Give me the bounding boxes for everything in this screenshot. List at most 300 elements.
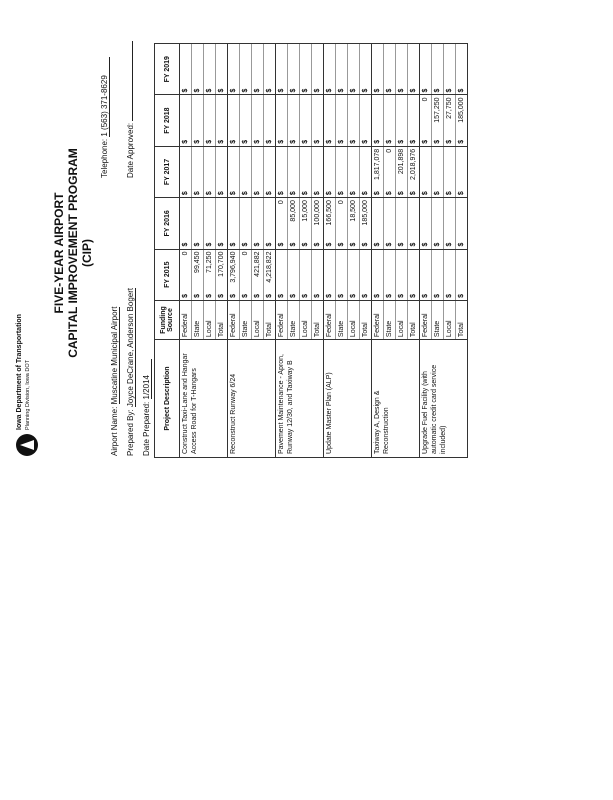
currency-symbol: $ (422, 242, 429, 247)
airport-name-value: Muscatine Municipal Airport (110, 306, 119, 405)
currency-symbol: $ (410, 242, 417, 247)
amount-line (216, 147, 227, 197)
currency-symbol: $ (374, 88, 381, 93)
amount-line (264, 95, 275, 145)
amount-line (252, 250, 264, 300)
amount-line (300, 44, 312, 94)
amount-line (420, 198, 432, 248)
header-fy-2019: FY 2019 (155, 44, 180, 95)
amount-value: 157,250 (434, 97, 441, 123)
currency-symbol: $ (350, 191, 357, 196)
currency-symbol: $ (362, 191, 369, 196)
amount-line (444, 95, 456, 145)
amount-line (336, 147, 348, 197)
currency-symbol: $ (254, 139, 261, 144)
amount-line (216, 198, 227, 248)
currency-symbol: $ (182, 191, 189, 196)
prepared-by-field: Prepared By: Joyce DeCrane, Anderson Bogert (126, 287, 135, 456)
fiscal-year-cell (372, 249, 420, 300)
currency-symbol: $ (374, 293, 381, 298)
amount-line (432, 147, 444, 197)
currency-symbol: $ (206, 242, 213, 247)
funding-source-label: Federal (276, 301, 288, 339)
funding-source-label: State (384, 301, 396, 339)
amount-line (420, 44, 432, 94)
amount-line (252, 95, 264, 145)
currency-symbol: $ (326, 88, 333, 93)
amount-line (300, 95, 312, 145)
date-prepared-field: Date Prepared: 1/2014 (142, 360, 152, 457)
amount-line (348, 147, 360, 197)
amount-line (408, 198, 419, 248)
currency-symbol: $ (302, 242, 309, 247)
header-fy-2017: FY 2017 (155, 146, 180, 197)
currency-symbol: $ (314, 191, 321, 196)
telephone-field: Telephone: 1 (563) 371-8629 (100, 57, 110, 178)
amount-line (276, 95, 288, 145)
currency-symbol: $ (206, 139, 213, 144)
amount-line (420, 250, 432, 300)
currency-symbol: $ (182, 242, 189, 247)
header-project-description: Project Description (155, 340, 180, 458)
department-name: Iowa Department of Transportation Planning Division, Iowa DOT (16, 314, 31, 430)
currency-symbol: $ (350, 293, 357, 298)
amount-line (312, 95, 323, 145)
fiscal-year-cell (420, 198, 468, 249)
amount-line (192, 147, 204, 197)
currency-symbol: $ (422, 88, 429, 93)
funding-source-label: Total (410, 322, 417, 338)
currency-symbol: $ (386, 293, 393, 298)
fiscal-year-cell (324, 198, 372, 249)
amount-value: 1,817,078 (374, 148, 381, 180)
funding-sources (372, 300, 420, 339)
currency-symbol: $ (434, 88, 441, 93)
project-description: Taxiway A, Design & Reconstruction (372, 340, 420, 458)
funding-source-label: Federal (420, 301, 432, 339)
amount-line (228, 198, 240, 248)
currency-symbol: $ (410, 139, 417, 144)
amount-line (396, 95, 408, 145)
currency-symbol: $ (434, 139, 441, 144)
currency-symbol: $ (362, 242, 369, 247)
currency-symbol: $ (398, 139, 405, 144)
table-row (420, 44, 468, 458)
amount-line (228, 44, 240, 94)
currency-symbol: $ (302, 191, 309, 196)
amount-value: 0 (386, 148, 393, 153)
currency-symbol: $ (194, 191, 201, 196)
amount-line (288, 147, 300, 197)
amount-line (276, 44, 288, 94)
amount-line (216, 95, 227, 145)
fiscal-year-cell (228, 95, 276, 146)
currency-symbol: $ (254, 88, 261, 93)
header-fy-2016: FY 2016 (155, 198, 180, 249)
amount-value: 71,250 (206, 251, 213, 273)
fiscal-year-cell (180, 44, 228, 95)
fiscal-year-cell (420, 249, 468, 300)
currency-symbol: $ (278, 242, 285, 247)
currency-symbol: $ (206, 191, 213, 196)
funding-source-label: Total (362, 322, 369, 338)
fiscal-year-cell (228, 44, 276, 95)
currency-symbol: $ (254, 191, 261, 196)
amount-line (372, 95, 384, 145)
amount-line (192, 250, 204, 300)
amount-line (444, 198, 456, 248)
amount-line (324, 44, 336, 94)
amount-line (264, 147, 275, 197)
amount-line (324, 95, 336, 145)
amount-value: 201,898 (398, 148, 405, 175)
amount-line (384, 250, 396, 300)
currency-symbol: $ (446, 139, 453, 144)
funding-source-label: Local (444, 301, 456, 339)
amount-line (300, 250, 312, 300)
amount-line (312, 198, 323, 248)
currency-symbol: $ (446, 88, 453, 93)
funding-source-label: State (240, 301, 252, 339)
amount-line (348, 44, 360, 94)
fiscal-year-cell (324, 95, 372, 146)
amount-line (456, 44, 467, 94)
currency-symbol: $ (410, 293, 417, 298)
currency-symbol: $ (290, 242, 297, 247)
amount-line (444, 250, 456, 300)
currency-symbol: $ (398, 293, 405, 298)
amount-line (276, 250, 288, 300)
amount-line (216, 44, 227, 94)
iowa-dot-logo-icon (16, 434, 38, 456)
funding-sources (180, 300, 228, 339)
telephone-value: 1 (563) 371-8629 (100, 57, 110, 137)
amount-line (372, 44, 384, 94)
funding-source-label: Local (252, 301, 264, 339)
currency-symbol: $ (194, 293, 201, 298)
amount-line (312, 250, 323, 300)
amount-line (264, 250, 275, 300)
amount-line (432, 198, 444, 248)
amount-line (372, 250, 384, 300)
amount-value: 3,796,940 (230, 251, 237, 283)
amount-line (360, 198, 371, 248)
amount-line (180, 44, 192, 94)
project-description: Reconstruct Runway 6/24 (228, 340, 276, 458)
date-approved-value (132, 41, 133, 121)
amount-line (408, 44, 419, 94)
amount-line (228, 147, 240, 197)
fiscal-year-cell (276, 198, 324, 249)
amount-line (432, 44, 444, 94)
amount-value: 421,882 (254, 251, 261, 277)
currency-symbol: $ (218, 88, 225, 93)
currency-symbol: $ (434, 191, 441, 196)
amount-value: 0 (242, 251, 249, 256)
amount-line (372, 147, 384, 197)
amount-line (360, 95, 371, 145)
amount-line (360, 44, 371, 94)
amount-line (204, 198, 216, 248)
currency-symbol: $ (254, 242, 261, 247)
currency-symbol: $ (194, 242, 201, 247)
amount-line (204, 44, 216, 94)
amount-line (300, 147, 312, 197)
header-fy-2018: FY 2018 (155, 95, 180, 146)
funding-source-label: State (288, 301, 300, 339)
fiscal-year-cell (372, 198, 420, 249)
table-row (180, 44, 228, 458)
amount-value: 166,500 (326, 200, 333, 226)
fiscal-year-cell (324, 146, 372, 197)
project-description: Update Master Plan (ALP) (324, 340, 372, 458)
currency-symbol: $ (302, 139, 309, 144)
amount-value: 170,700 (218, 251, 225, 277)
amount-line (456, 95, 467, 145)
fiscal-year-cell (372, 95, 420, 146)
funding-source-label: Local (396, 301, 408, 339)
amount-value: 27,750 (446, 97, 453, 119)
currency-symbol: $ (278, 139, 285, 144)
fiscal-year-cell (228, 249, 276, 300)
amount-line (348, 250, 360, 300)
amount-line (180, 147, 192, 197)
currency-symbol: $ (338, 242, 345, 247)
amount-value: 100,000 (314, 200, 321, 226)
funding-source-label: Total (458, 322, 465, 338)
fiscal-year-cell (372, 44, 420, 95)
funding-source-label: Local (300, 301, 312, 339)
funding-source-label: Federal (324, 301, 336, 339)
prepared-by-value: Joyce DeCrane, Anderson Bogert (126, 287, 135, 408)
fiscal-year-cell (228, 198, 276, 249)
amount-value: 15,000 (302, 200, 309, 222)
currency-symbol: $ (410, 191, 417, 196)
currency-symbol: $ (182, 88, 189, 93)
fiscal-year-cell (276, 44, 324, 95)
currency-symbol: $ (326, 242, 333, 247)
currency-symbol: $ (314, 293, 321, 298)
amount-value: 0 (182, 251, 189, 256)
currency-symbol: $ (434, 242, 441, 247)
funding-source-label: Total (314, 322, 321, 338)
amount-line (240, 250, 252, 300)
amount-value: 0 (422, 97, 429, 102)
amount-line (336, 198, 348, 248)
fiscal-year-cell (180, 146, 228, 197)
amount-line (360, 147, 371, 197)
amount-value: 0 (278, 200, 285, 205)
funding-sources (324, 300, 372, 339)
fiscal-year-cell (276, 146, 324, 197)
amount-line (408, 250, 419, 300)
amount-line (288, 250, 300, 300)
amount-value: 0 (338, 200, 345, 205)
funding-sources (276, 300, 324, 339)
currency-symbol: $ (278, 293, 285, 298)
currency-symbol: $ (338, 88, 345, 93)
currency-symbol: $ (326, 293, 333, 298)
currency-symbol: $ (266, 242, 273, 247)
amount-line (336, 250, 348, 300)
amount-line (276, 198, 288, 248)
amount-line (444, 44, 456, 94)
currency-symbol: $ (386, 139, 393, 144)
airport-name-field: Airport Name: Muscatine Municipal Airport (110, 306, 119, 456)
currency-symbol: $ (314, 88, 321, 93)
currency-symbol: $ (182, 139, 189, 144)
amount-line (240, 147, 252, 197)
amount-line (204, 95, 216, 145)
currency-symbol: $ (230, 242, 237, 247)
fiscal-year-cell (324, 249, 372, 300)
amount-line (384, 44, 396, 94)
currency-symbol: $ (326, 139, 333, 144)
project-description: Upgrade Fuel Facility (with automatic credit card service included) (420, 340, 468, 458)
currency-symbol: $ (206, 293, 213, 298)
amount-line (432, 250, 444, 300)
amount-value: 99,450 (194, 251, 201, 273)
currency-symbol: $ (230, 88, 237, 93)
currency-symbol: $ (422, 139, 429, 144)
currency-symbol: $ (446, 242, 453, 247)
amount-line (324, 147, 336, 197)
fiscal-year-cell (276, 95, 324, 146)
currency-symbol: $ (230, 191, 237, 196)
currency-symbol: $ (434, 293, 441, 298)
funding-source-label: Local (204, 301, 216, 339)
currency-symbol: $ (302, 293, 309, 298)
amount-line (408, 147, 419, 197)
currency-symbol: $ (182, 293, 189, 298)
fiscal-year-cell (420, 146, 468, 197)
currency-symbol: $ (266, 139, 273, 144)
currency-symbol: $ (374, 139, 381, 144)
currency-symbol: $ (362, 88, 369, 93)
funding-source-label: Local (348, 301, 360, 339)
amount-line (288, 198, 300, 248)
amount-line (300, 198, 312, 248)
header-funding-source: Funding Source (155, 300, 180, 339)
currency-symbol: $ (386, 88, 393, 93)
amount-line (264, 198, 275, 248)
table-row (228, 44, 276, 458)
currency-symbol: $ (458, 139, 465, 144)
amount-line (336, 95, 348, 145)
amount-line (444, 147, 456, 197)
currency-symbol: $ (290, 293, 297, 298)
currency-symbol: $ (290, 191, 297, 196)
currency-symbol: $ (350, 242, 357, 247)
amount-value: 185,000 (362, 200, 369, 226)
currency-symbol: $ (458, 242, 465, 247)
currency-symbol: $ (242, 139, 249, 144)
amount-line (432, 95, 444, 145)
currency-symbol: $ (218, 242, 225, 247)
amount-line (384, 147, 396, 197)
currency-symbol: $ (422, 191, 429, 196)
amount-line (456, 198, 467, 248)
currency-symbol: $ (338, 191, 345, 196)
amount-line (240, 44, 252, 94)
fiscal-year-cell (324, 44, 372, 95)
currency-symbol: $ (194, 88, 201, 93)
currency-symbol: $ (398, 242, 405, 247)
currency-symbol: $ (206, 88, 213, 93)
table-row (276, 44, 324, 458)
currency-symbol: $ (242, 242, 249, 247)
amount-line (348, 198, 360, 248)
currency-symbol: $ (446, 293, 453, 298)
currency-symbol: $ (278, 191, 285, 196)
amount-line (288, 95, 300, 145)
currency-symbol: $ (314, 139, 321, 144)
amount-line (324, 198, 336, 248)
amount-line (420, 95, 432, 145)
amount-line (216, 250, 227, 300)
funding-source-label: Total (218, 322, 225, 338)
currency-symbol: $ (242, 191, 249, 196)
currency-symbol: $ (422, 293, 429, 298)
amount-line (204, 147, 216, 197)
currency-symbol: $ (338, 139, 345, 144)
amount-line (396, 44, 408, 94)
fiscal-year-cell (420, 95, 468, 146)
currency-symbol: $ (458, 191, 465, 196)
currency-symbol: $ (218, 293, 225, 298)
currency-symbol: $ (446, 191, 453, 196)
amount-line (192, 95, 204, 145)
fiscal-year-cell (180, 198, 228, 249)
fiscal-year-cell (228, 146, 276, 197)
table-header-row (155, 44, 180, 458)
amount-line (228, 250, 240, 300)
fiscal-year-cell (180, 249, 228, 300)
amount-line (348, 95, 360, 145)
project-description: Pavement Maintenance - Apron, Runway 12/30, and Taxiway B (276, 340, 324, 458)
currency-symbol: $ (350, 88, 357, 93)
amount-line (180, 198, 192, 248)
currency-symbol: $ (386, 242, 393, 247)
rotated-page (0, 28, 572, 478)
fiscal-year-cell (180, 95, 228, 146)
currency-symbol: $ (266, 191, 273, 196)
amount-line (192, 198, 204, 248)
fiscal-year-cell (420, 44, 468, 95)
currency-symbol: $ (374, 242, 381, 247)
funding-sources (228, 300, 276, 339)
currency-symbol: $ (350, 139, 357, 144)
amount-line (396, 250, 408, 300)
table-row (372, 44, 420, 458)
currency-symbol: $ (290, 88, 297, 93)
currency-symbol: $ (290, 139, 297, 144)
amount-line (384, 95, 396, 145)
currency-symbol: $ (398, 191, 405, 196)
amount-line (384, 198, 396, 248)
date-approved-field: Date Approved: (126, 41, 135, 178)
amount-line (204, 250, 216, 300)
currency-symbol: $ (230, 139, 237, 144)
amount-line (324, 250, 336, 300)
currency-symbol: $ (386, 191, 393, 196)
funding-source-label: Federal (228, 301, 240, 339)
funding-source-label: Total (266, 322, 273, 338)
amount-value: 2,018,976 (410, 148, 417, 180)
project-description: Construct Taxi-Lane and Hangar Access Road for T-Hangars (180, 340, 228, 458)
amount-line (408, 95, 419, 145)
currency-symbol: $ (326, 191, 333, 196)
